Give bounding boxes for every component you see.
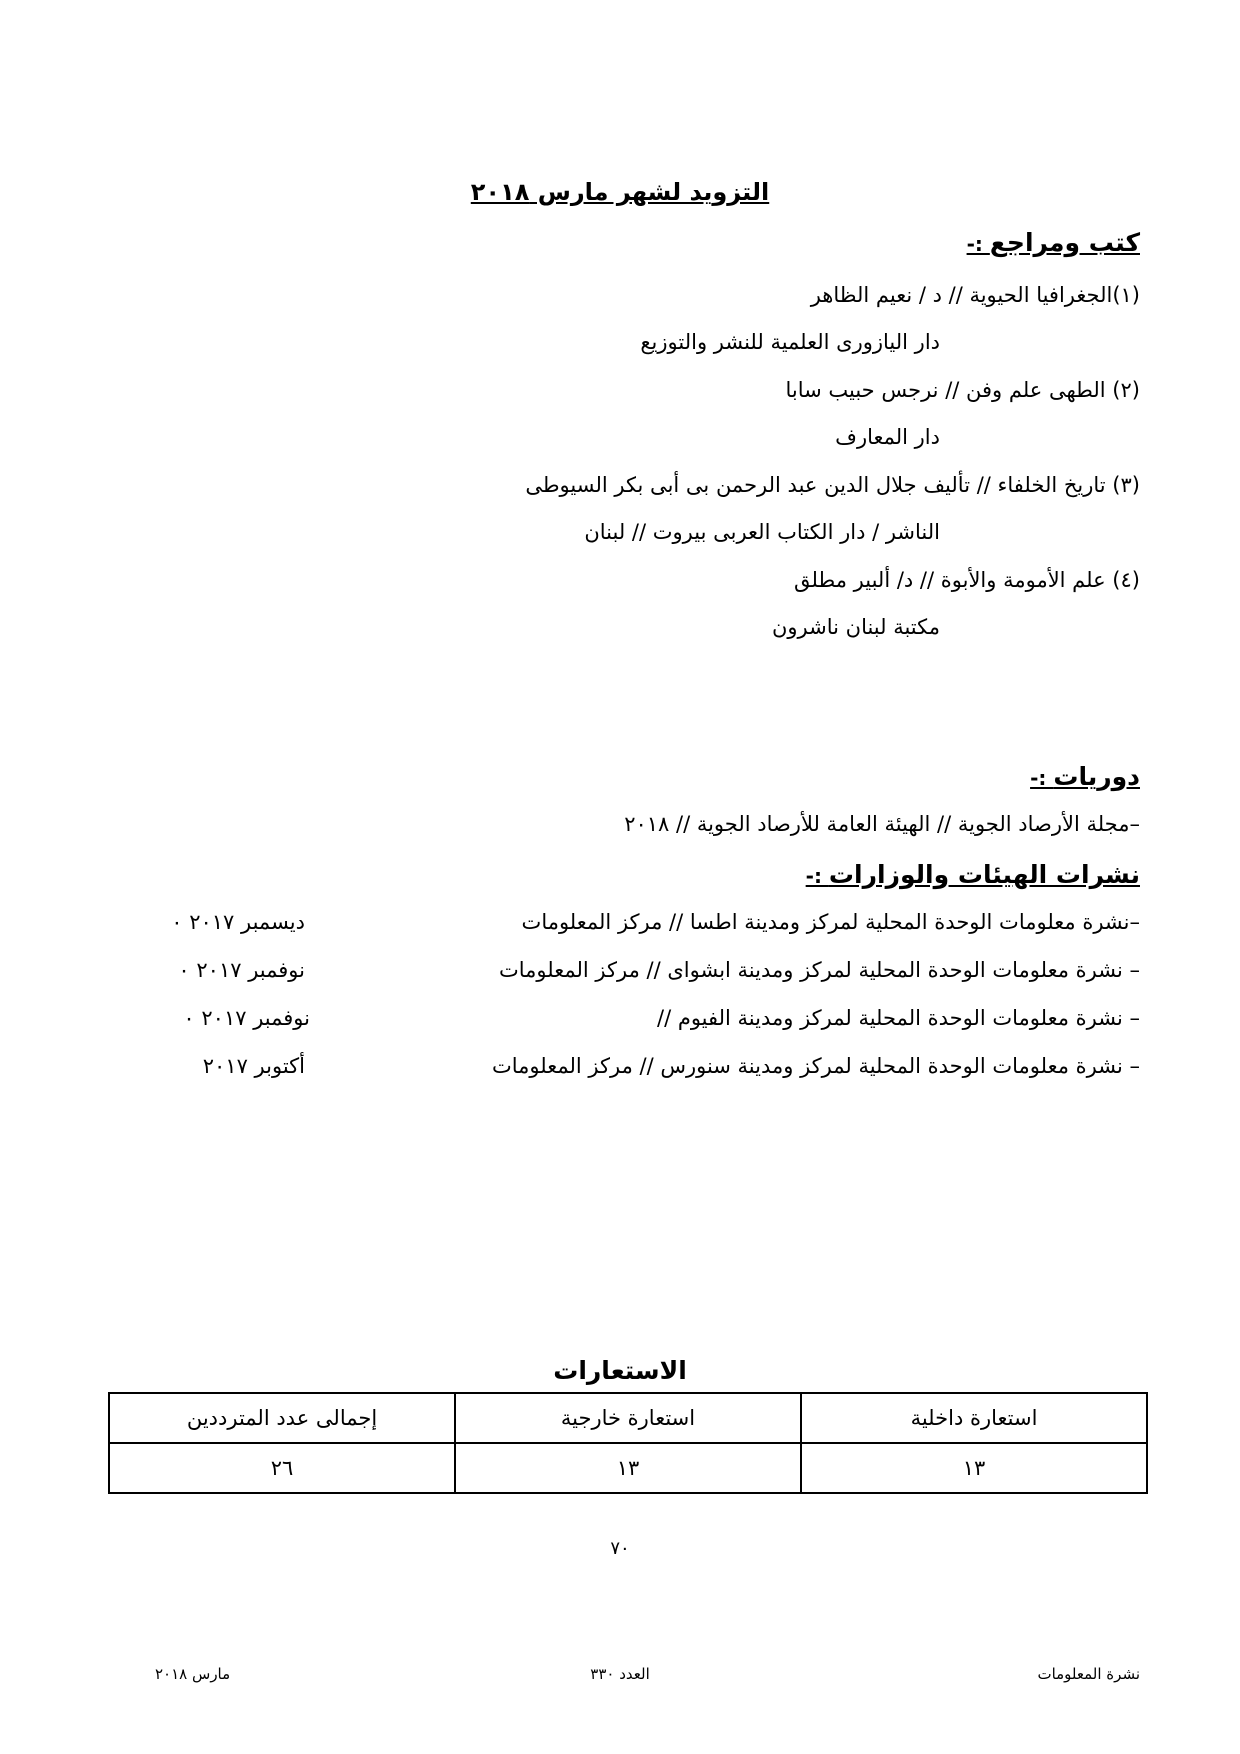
bulletins-heading (806, 860, 1140, 889)
page-number: ٧٠ (610, 1538, 630, 1559)
bulletin-2-date: نوفمبر ٢٠١٧ ٠ (178, 958, 305, 982)
table-header-cell-external: استعارة خارجية (455, 1393, 801, 1443)
table-header-cell-total: إجمالى عدد المترددين (109, 1393, 455, 1443)
periodicals-heading-tail: :- (1030, 766, 1054, 790)
table-cell-internal: ١٣ (801, 1443, 1147, 1493)
footer-issue: العدد ٣٣٠ (590, 1665, 650, 1683)
bulletin-4-date: أكتوبر ٢٠١٧ (202, 1054, 305, 1078)
bulletins-heading-tail: :- (805, 864, 829, 888)
table-cell-external: ١٣ (455, 1443, 801, 1493)
loans-heading: الاستعارات (553, 1356, 687, 1385)
book-3-publisher: الناشر / دار الكتاب العربى بيروت // لبنان (584, 520, 940, 544)
table-header-row (109, 1393, 1147, 1443)
loans-table (108, 1392, 1148, 1494)
footer-publication: نشرة المعلومات (1037, 1665, 1140, 1683)
books-heading-text: كتب ومراجع (989, 228, 1140, 257)
books-heading (967, 228, 1140, 257)
periodical-item: –مجلة الأرصاد الجوية // الهيئة العامة للأرصاد الجوية // ٢٠١٨ (624, 812, 1140, 836)
bulletin-2-text: – نشرة معلومات الوحدة المحلية لمركز ومدينة ابشواى // مركز المعلومات (499, 958, 1140, 982)
page-title: التزويد لشهر مارس ٢٠١٨ (470, 178, 770, 206)
bulletin-3-text: – نشرة معلومات الوحدة المحلية لمركز ومدينة الفيوم // (657, 1006, 1140, 1030)
book-3-title: (٣) تاريخ الخلفاء // تأليف جلال الدين عبد الرحمن بى أبى بكر السيوطى (525, 473, 1140, 497)
bulletin-3-date: نوفمبر ٢٠١٧ ٠ (183, 1006, 310, 1030)
table-row (109, 1443, 1147, 1493)
book-1-title: (١)الجغرافيا الحيوية // د / نعيم الظاهر (810, 283, 1140, 307)
book-1-publisher: دار اليازورى العلمية للنشر والتوزيع (640, 330, 940, 354)
books-heading-tail: :- (966, 232, 990, 256)
bulletins-heading-text: نشرات الهيئات والوزارات (828, 860, 1140, 889)
book-4-title: (٤) علم الأمومة والأبوة // د/ ألبير مطلق (794, 568, 1140, 592)
bulletin-1-date: ديسمبر ٢٠١٧ ٠ (171, 910, 305, 934)
footer-date: مارس ٢٠١٨ (155, 1665, 231, 1683)
periodicals-heading-text: دوريات (1053, 762, 1140, 791)
table-cell-total: ٢٦ (109, 1443, 455, 1493)
book-4-publisher: مكتبة لبنان ناشرون (771, 615, 940, 639)
book-2-publisher: دار المعارف (835, 425, 940, 449)
periodicals-heading (1030, 762, 1140, 791)
bulletin-1-text: –نشرة معلومات الوحدة المحلية لمركز ومدينة اطسا // مركز المعلومات (521, 910, 1140, 934)
book-2-title: (٢) الطهى علم وفن // نرجس حبيب سابا (785, 378, 1140, 402)
bulletin-4-text: – نشرة معلومات الوحدة المحلية لمركز ومدينة سنورس // مركز المعلومات (492, 1054, 1140, 1078)
table-header-cell-internal: استعارة داخلية (801, 1393, 1147, 1443)
